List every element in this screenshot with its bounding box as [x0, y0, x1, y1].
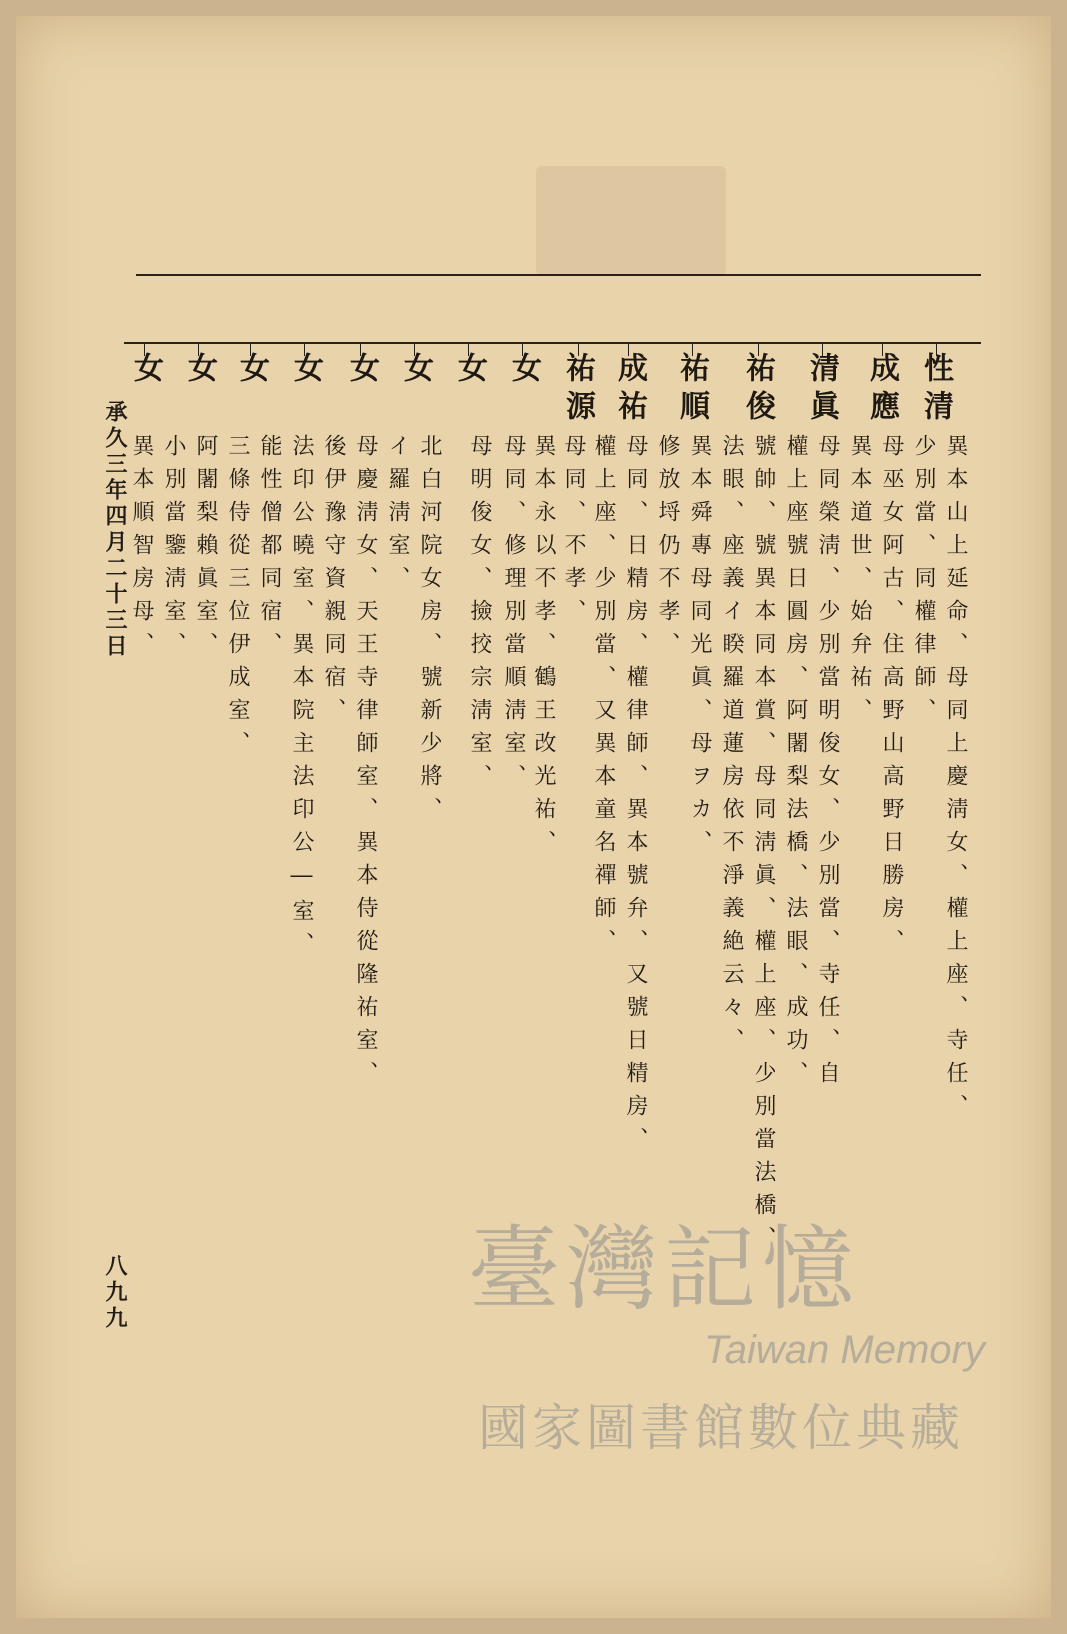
heading-name: 女	[234, 352, 269, 390]
heading-name: 女	[344, 352, 379, 390]
entry-text: 異本道世、始弁祐、	[847, 434, 872, 731]
page-number: 八九九	[102, 1254, 128, 1332]
heading-name: 女	[288, 352, 323, 390]
entry-text: 阿闍梨賴眞室、	[193, 434, 218, 665]
heading-name: 女	[182, 352, 217, 390]
heading-name: 祐俊	[740, 352, 775, 428]
heading-name: 清眞	[804, 352, 839, 428]
entry-text: 三條侍從三位伊成室、	[225, 434, 250, 764]
heading-name: 成應	[864, 352, 899, 428]
entry-text: 母慶淸女、天王寺律師室、異本侍從隆祐室、	[353, 434, 378, 1094]
heading-name: 女	[398, 352, 433, 390]
entry-text: 母同、修理別當順淸室、	[501, 434, 526, 797]
entry-text: 北白河院女房、號新少將、	[417, 434, 442, 830]
entry-text: 權上座、少別當、又異本童名禪師、	[591, 434, 616, 962]
entry-text: 號帥、號異本同本賞、母同淸眞、權上座、少別當法橋、	[751, 434, 776, 1259]
entry-text: 權上座號日圓房、阿闍梨法橋、法眼、成功、	[783, 434, 808, 1094]
entry-text: 母巫女阿古、住高野山高野日勝房、	[879, 434, 904, 962]
entry-text: 修放埒仍不孝、	[655, 434, 680, 665]
heading-name: 成祐	[612, 352, 647, 428]
entry-text: 後伊豫守資親同宿、	[321, 434, 346, 731]
entry-text: 少別當、同權律師、	[911, 434, 936, 731]
watermark-chinese: 臺灣記憶	[468, 1216, 861, 1323]
entry-text: 異本順智房母、	[129, 434, 154, 665]
entry-text: 能性僧都同宿、	[257, 434, 282, 665]
entry-text: 母明俊女、撿挍宗淸室、	[467, 434, 492, 797]
heading-name: 女	[506, 352, 541, 390]
entry-text: 小別當鑒淸室、	[161, 434, 186, 665]
top-rule	[136, 274, 981, 276]
entry-text: 母同、日精房、權律師、異本號弁、又號日精房、	[623, 434, 648, 1160]
heading-name: 祐順	[674, 352, 709, 428]
entry-text: 法眼、座義イ睽羅道蓮房依不淨義絶云々、	[719, 434, 744, 1061]
heading-rule	[124, 342, 981, 344]
faded-stamp	[536, 166, 726, 276]
heading-name: 女	[128, 352, 163, 390]
entry-text: 母同、不孝、	[561, 434, 586, 632]
entry-text: 異本永以不孝、鶴王改光祐、	[531, 434, 556, 863]
watermark-english: Taiwan Memory	[704, 1328, 985, 1372]
document-page	[16, 16, 1051, 1618]
entry-text: イ羅淸室、	[385, 434, 410, 599]
entry-text: 異本山上延命、母同上慶淸女、權上座、寺任、	[943, 434, 968, 1127]
entry-text: 法印公曉室、異本院主法印公―室、	[289, 434, 314, 965]
entry-text: 異本舜專母同光眞、母ヲカ、	[687, 434, 712, 863]
entry-text: 母同榮淸、少別當明俊女、少別當、寺任、自	[815, 434, 840, 1094]
watermark-subtitle: 國家圖書館數位典藏	[478, 1400, 964, 1456]
heading-name: 性清	[918, 352, 953, 428]
heading-name: 女	[452, 352, 487, 390]
margin-date: 承久三年四月二十三日	[102, 400, 128, 660]
heading-name: 祐源	[560, 352, 595, 428]
